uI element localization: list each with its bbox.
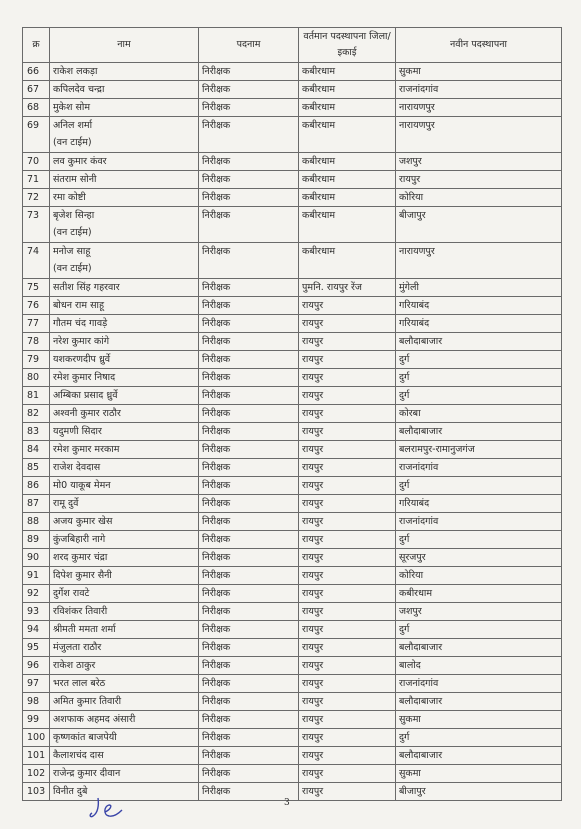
cell-current-posting: कबीरधाम [299,153,396,171]
cell-post: निरीक्षक [199,531,299,549]
cell-post: निरीक्षक [199,369,299,387]
cell-current-posting: पुमनि. रायपुर रेंज [299,279,396,297]
table-row [23,369,562,387]
cell-post: निरीक्षक [199,711,299,729]
table-row [23,567,562,585]
table-row [23,621,562,639]
cell-new-posting: गरियाबंद [396,315,562,333]
table-row [23,693,562,711]
cell-name: गौतम चंद गावड़े [50,315,199,333]
cell-new-posting: राजनांदगांव [396,459,562,477]
cell-current-posting: रायपुर [299,531,396,549]
cell-name: यदुमणी सिदार [50,423,199,441]
header-post: पदनाम [199,28,299,63]
cell-sn: 69 [23,117,50,153]
table-row [23,207,562,243]
cell-post: निरीक्षक [199,693,299,711]
table-row [23,189,562,207]
cell-new-posting: नारायणपुर [396,243,562,279]
cell-sn: 101 [23,747,50,765]
cell-name: कैलाशचंद दास [50,747,199,765]
cell-name: रमेश कुमार निषाद [50,369,199,387]
cell-sn: 66 [23,63,50,81]
cell-new-posting: मुंगेली [396,279,562,297]
cell-sn: 67 [23,81,50,99]
cell-sn: 79 [23,351,50,369]
cell-post: निरीक्षक [199,243,299,279]
table-row [23,585,562,603]
cell-current-posting: रायपुर [299,765,396,783]
cell-new-posting: सुकमा [396,711,562,729]
cell-sn: 100 [23,729,50,747]
cell-post: निरीक्षक [199,351,299,369]
table-row [23,243,562,279]
cell-name: यशकरणदीप ध्रुर्वे [50,351,199,369]
cell-new-posting: सूरजपुर [396,549,562,567]
cell-sn: 87 [23,495,50,513]
cell-name: संतराम सोनी [50,171,199,189]
cell-name: सतीश सिंह गहरवार [50,279,199,297]
cell-new-posting: राजनांदगांव [396,675,562,693]
cell-sn: 93 [23,603,50,621]
cell-name: अशफाक अहमद अंसारी [50,711,199,729]
cell-new-posting: दुर्ग [396,369,562,387]
cell-new-posting: दुर्ग [396,477,562,495]
cell-post: निरीक्षक [199,603,299,621]
cell-sn: 78 [23,333,50,351]
table-row [23,153,562,171]
cell-new-posting: गरियाबंद [396,495,562,513]
table-row [23,297,562,315]
cell-current-posting: रायपुर [299,513,396,531]
table-row [23,81,562,99]
cell-sn: 68 [23,99,50,117]
cell-post: निरीक्षक [199,639,299,657]
cell-name: बोधन राम साहू [50,297,199,315]
cell-current-posting: कबीरधाम [299,99,396,117]
table-row [23,729,562,747]
cell-sn: 97 [23,675,50,693]
cell-name: रविशंकर तिवारी [50,603,199,621]
cell-post: निरीक्षक [199,297,299,315]
cell-new-posting: नारायणपुर [396,117,562,153]
cell-name: अम्बिका प्रसाद ध्रुर्वे [50,387,199,405]
cell-current-posting: रायपुर [299,693,396,711]
cell-current-posting: रायपुर [299,297,396,315]
cell-post: निरीक्षक [199,189,299,207]
header-sn: क्र [23,28,50,63]
cell-name: राकेश लकड़ा [50,63,199,81]
cell-current-posting: रायपुर [299,423,396,441]
cell-name-note: (वन टाईम) [53,263,92,274]
table-row [23,603,562,621]
cell-current-posting: रायपुर [299,549,396,567]
cell-current-posting: कबीरधाम [299,189,396,207]
cell-new-posting: गरियाबंद [396,297,562,315]
cell-sn: 90 [23,549,50,567]
cell-current-posting: कबीरधाम [299,243,396,279]
cell-current-posting: रायपुर [299,747,396,765]
cell-current-posting: रायपुर [299,783,396,801]
cell-new-posting: कोरबा [396,405,562,423]
cell-post: निरीक्षक [199,423,299,441]
cell-name: रामू दुर्वे [50,495,199,513]
table-row [23,747,562,765]
cell-sn: 91 [23,567,50,585]
cell-name: अश्वनी कुमार राठौर [50,405,199,423]
cell-post: निरीक्षक [199,729,299,747]
cell-name: मंजुलता राठौर [50,639,199,657]
table-row [23,171,562,189]
cell-current-posting: रायपुर [299,711,396,729]
table-row [23,351,562,369]
cell-sn: 75 [23,279,50,297]
cell-name: राजेश देवदास [50,459,199,477]
cell-sn: 76 [23,297,50,315]
cell-sn: 98 [23,693,50,711]
cell-sn: 81 [23,387,50,405]
cell-name: राकेश ठाकुर [50,657,199,675]
cell-sn: 102 [23,765,50,783]
cell-name: बृजेश सिन्हा (वन टाईम) [50,207,199,243]
cell-new-posting: नारायणपुर [396,99,562,117]
cell-current-posting: रायपुर [299,495,396,513]
table-row [23,531,562,549]
cell-post: निरीक्षक [199,405,299,423]
cell-current-posting: रायपुर [299,675,396,693]
table-row [23,477,562,495]
cell-new-posting: दुर्ग [396,531,562,549]
table-row [23,765,562,783]
cell-new-posting: बलौदाबाजार [396,747,562,765]
cell-sn: 85 [23,459,50,477]
cell-post: निरीक्षक [199,783,299,801]
cell-name: कृष्णकांत बाजपेयी [50,729,199,747]
cell-sn: 86 [23,477,50,495]
cell-new-posting: दुर्ग [396,729,562,747]
table-row [23,315,562,333]
cell-name: विनीत दुबे [50,783,199,801]
table-row [23,405,562,423]
table-row [23,441,562,459]
cell-name: श्रीमती ममता शर्मा [50,621,199,639]
cell-new-posting: जशपुर [396,153,562,171]
table-row [23,513,562,531]
cell-sn: 82 [23,405,50,423]
transfer-table [22,27,562,801]
cell-name: राजेन्द्र कुमार दीवान [50,765,199,783]
cell-new-posting: कोरिया [396,189,562,207]
cell-post: निरीक्षक [199,153,299,171]
cell-post: निरीक्षक [199,387,299,405]
header-new-posting: नवीन पदस्थापना [396,28,562,63]
cell-current-posting: रायपुर [299,639,396,657]
cell-post: निरीक्षक [199,585,299,603]
page-number: 3 [284,798,290,808]
table-row [23,657,562,675]
cell-sn: 80 [23,369,50,387]
cell-name: दिपेश कुमार सैनी [50,567,199,585]
cell-sn: 84 [23,441,50,459]
cell-post: निरीक्षक [199,279,299,297]
cell-new-posting: बलौदाबाजार [396,639,562,657]
cell-post: निरीक्षक [199,63,299,81]
cell-post: निरीक्षक [199,747,299,765]
cell-current-posting: रायपुर [299,603,396,621]
table-body [23,63,562,801]
cell-new-posting: बीजापुर [396,207,562,243]
cell-current-posting: कबीरधाम [299,207,396,243]
cell-name: भरत लाल बरेठ [50,675,199,693]
cell-post: निरीक्षक [199,567,299,585]
table-row [23,387,562,405]
cell-post: निरीक्षक [199,675,299,693]
cell-current-posting: रायपुर [299,333,396,351]
header-row [23,28,562,63]
cell-name: रमा कोष्टी [50,189,199,207]
cell-current-posting: रायपुर [299,351,396,369]
cell-current-posting: रायपुर [299,441,396,459]
cell-post: निरीक्षक [199,207,299,243]
cell-current-posting: रायपुर [299,459,396,477]
cell-current-posting: रायपुर [299,387,396,405]
cell-sn: 96 [23,657,50,675]
cell-sn: 83 [23,423,50,441]
cell-post: निरीक्षक [199,171,299,189]
cell-name: दुर्गेश रावटे [50,585,199,603]
cell-new-posting: बलौदाबाजार [396,423,562,441]
table-row [23,117,562,153]
cell-name: मुकेश सोम [50,99,199,117]
cell-current-posting: रायपुर [299,369,396,387]
cell-post: निरीक्षक [199,477,299,495]
cell-new-posting: सुकमा [396,765,562,783]
cell-post: निरीक्षक [199,99,299,117]
cell-new-posting: बलरामपुर-रामानुजगंज [396,441,562,459]
cell-name: मो0 याकूब मेमन [50,477,199,495]
cell-sn: 103 [23,783,50,801]
cell-post: निरीक्षक [199,549,299,567]
cell-new-posting: जशपुर [396,603,562,621]
table-row [23,459,562,477]
table-row [23,711,562,729]
cell-current-posting: रायपुर [299,729,396,747]
cell-post: निरीक्षक [199,765,299,783]
table-row [23,279,562,297]
cell-current-posting: रायपुर [299,621,396,639]
cell-new-posting: बालोद [396,657,562,675]
cell-current-posting: रायपुर [299,585,396,603]
cell-name: शरद कुमार चंद्रा [50,549,199,567]
cell-current-posting: रायपुर [299,567,396,585]
table-row [23,495,562,513]
cell-current-posting: कबीरधाम [299,81,396,99]
table-row [23,63,562,81]
cell-sn: 70 [23,153,50,171]
cell-current-posting: रायपुर [299,477,396,495]
cell-new-posting: राजनांदगांव [396,513,562,531]
cell-new-posting: रायपुर [396,171,562,189]
cell-sn: 88 [23,513,50,531]
cell-post: निरीक्षक [199,315,299,333]
cell-current-posting: कबीरधाम [299,171,396,189]
cell-new-posting: दुर्ग [396,351,562,369]
cell-sn: 89 [23,531,50,549]
cell-name: रमेश कुमार मरकाम [50,441,199,459]
cell-sn: 77 [23,315,50,333]
cell-sn: 95 [23,639,50,657]
header-current-posting: वर्तमान पदस्थापना जिला/ इकाई [299,28,396,63]
table-row [23,333,562,351]
cell-post: निरीक्षक [199,513,299,531]
cell-sn: 94 [23,621,50,639]
cell-sn: 73 [23,207,50,243]
table-row [23,675,562,693]
cell-name: अमित कुमार तिवारी [50,693,199,711]
cell-new-posting: राजनांदगांव [396,81,562,99]
header-name: नाम [50,28,199,63]
cell-post: निरीक्षक [199,657,299,675]
cell-current-posting: कबीरधाम [299,63,396,81]
cell-current-posting: रायपुर [299,405,396,423]
cell-current-posting: रायपुर [299,315,396,333]
table-row [23,423,562,441]
cell-new-posting: बलौदाबाजार [396,333,562,351]
cell-name: लव कुमार कंवर [50,153,199,171]
table-row [23,99,562,117]
cell-new-posting: बलौदाबाजार [396,693,562,711]
cell-name-note: (वन टाईम) [53,137,92,148]
cell-new-posting: दुर्ग [396,387,562,405]
cell-name: मनोज साहू (वन टाईम) [50,243,199,279]
handwritten-signature [88,795,136,821]
cell-new-posting: दुर्ग [396,621,562,639]
transfer-list [22,27,561,801]
cell-current-posting: रायपुर [299,657,396,675]
cell-post: निरीक्षक [199,441,299,459]
cell-name: नरेश कुमार कांगे [50,333,199,351]
cell-name: अजय कुमार खेस [50,513,199,531]
cell-new-posting: सुकमा [396,63,562,81]
cell-sn: 74 [23,243,50,279]
cell-post: निरीक्षक [199,495,299,513]
cell-post: निरीक्षक [199,333,299,351]
cell-name: कुंजबिहारी नागे [50,531,199,549]
cell-post: निरीक्षक [199,621,299,639]
table-row [23,549,562,567]
cell-post: निरीक्षक [199,459,299,477]
cell-sn: 99 [23,711,50,729]
cell-name: कपिलदेव चन्द्रा [50,81,199,99]
cell-new-posting: कबीरधाम [396,585,562,603]
cell-post: निरीक्षक [199,117,299,153]
cell-sn: 71 [23,171,50,189]
table-row [23,639,562,657]
cell-new-posting: बीजापुर [396,783,562,801]
cell-sn: 92 [23,585,50,603]
cell-new-posting: कोरिया [396,567,562,585]
cell-current-posting: कबीरधाम [299,117,396,153]
cell-sn: 72 [23,189,50,207]
cell-name-note: (वन टाईम) [53,227,92,238]
cell-name: अनिल शर्मा (वन टाईम) [50,117,199,153]
cell-post: निरीक्षक [199,81,299,99]
